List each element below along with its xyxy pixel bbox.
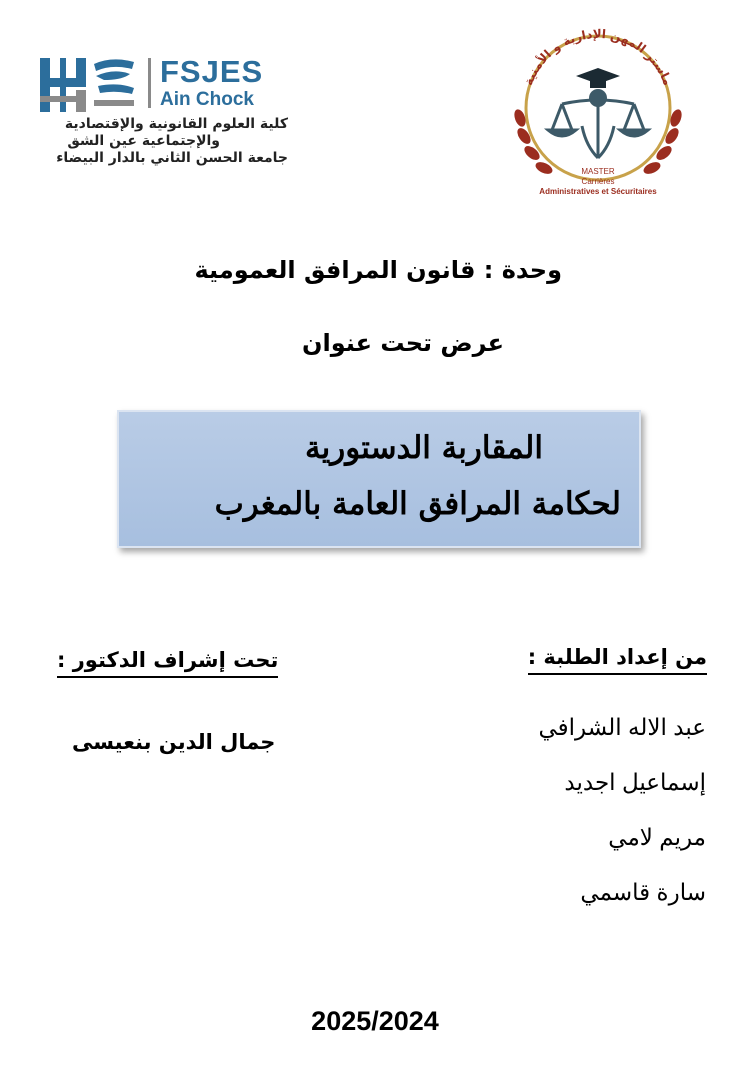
- student-name: مريم لامي: [608, 824, 706, 850]
- university-emblem-icon: [38, 56, 138, 114]
- student-name: عبد الاله الشرافي: [538, 714, 706, 740]
- master-label: MASTER: [581, 167, 615, 176]
- faculty-acronym: FSJES: [160, 54, 264, 89]
- scales-of-justice-icon: [548, 100, 648, 158]
- module-title: وحدة : قانون المرافق العمومية: [194, 256, 562, 284]
- master-subtitle: Administratives et Sécuritaires: [539, 187, 657, 196]
- master-program-logo: [498, 8, 698, 208]
- student-name: سارة قاسمي: [580, 879, 706, 905]
- students-heading: من إعداد الطلبة :: [528, 642, 707, 675]
- faculty-name-line: كلية العلوم القانونية والإقتصادية: [64, 116, 288, 132]
- main-title-line-2: لحكامة المرافق العامة بالمغرب: [214, 486, 621, 522]
- master-arc-text: ماستر المهن الإدارية و الأمنية: [521, 26, 675, 88]
- faculty-campus: Ain Chock: [160, 89, 254, 110]
- main-title-box: [117, 410, 641, 548]
- main-title-line-1: المقاربة الدستورية: [304, 430, 543, 466]
- presentation-label: عرض تحت عنوان: [302, 329, 504, 357]
- logo-divider: [148, 58, 151, 108]
- faculty-logo-block: [38, 52, 288, 172]
- academic-year: 2025/2024: [311, 1006, 439, 1036]
- university-name-line: جامعة الحسن الثاني بالدار البيضاء: [56, 150, 288, 166]
- master-carrieres-label: Carrières: [581, 177, 615, 186]
- supervisor-heading: تحت إشراف الدكتور :: [57, 645, 278, 678]
- supervisor-name: جمال الدين بنعيسى: [72, 730, 276, 754]
- students-list: [538, 700, 706, 920]
- student-name: إسماعيل اجديد: [564, 769, 706, 795]
- faculty-name-line: والإجتماعية عين الشق: [67, 133, 220, 149]
